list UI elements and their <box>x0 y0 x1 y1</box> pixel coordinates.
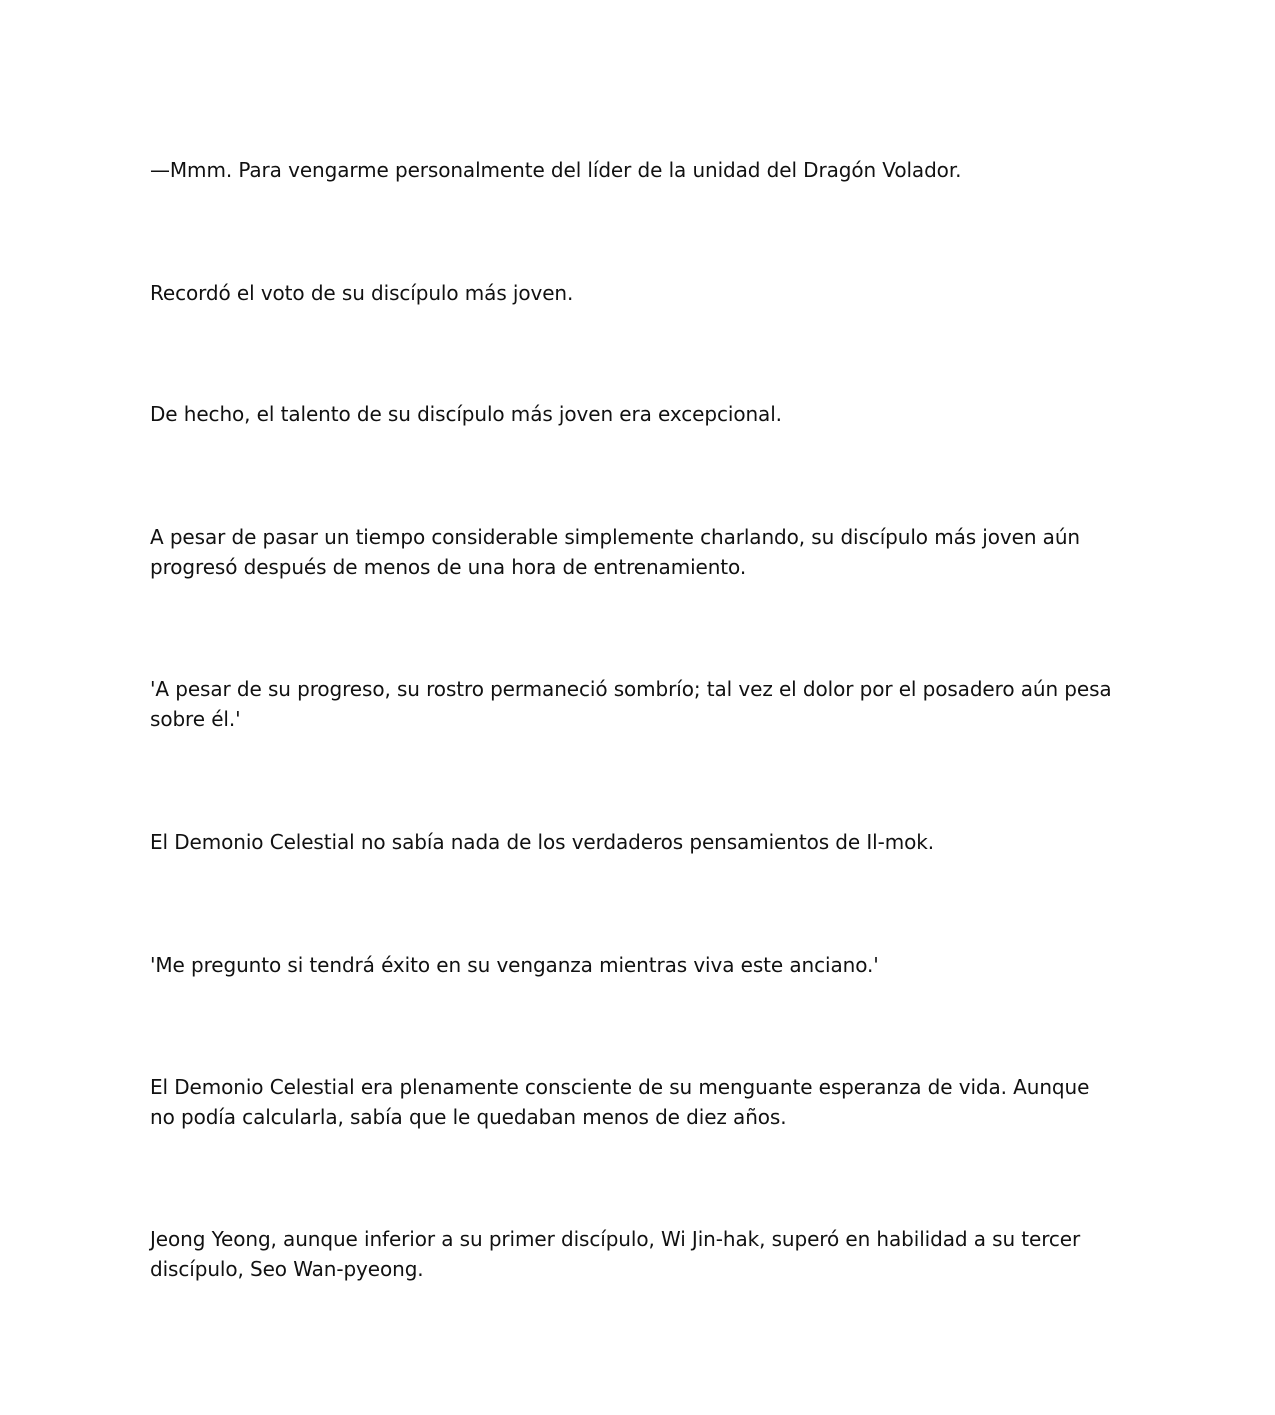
paragraph-5: 'A pesar de su progreso, su rostro permaneció sombrío; tal vez el dolor por el posadero aún pesa sobre él.' <box>150 677 1112 731</box>
paragraph-6: El Demonio Celestial no sabía nada de los verdaderos pensamientos de Il-mok. <box>150 830 934 854</box>
paragraph-7: 'Me pregunto si tendrá éxito en su venganza mientras viva este anciano.' <box>150 953 879 977</box>
paragraph-1: —Mmm. Para vengarme personalmente del líder de la unidad del Dragón Volador. <box>150 158 962 182</box>
paragraph-8: El Demonio Celestial era plenamente consciente de su menguante esperanza de vida. Aunque no podía calcularla, sabía que le quedaban menos de diez años. <box>150 1075 1090 1129</box>
paragraph-2: Recordó el voto de su discípulo más joven. <box>150 281 574 305</box>
paragraph-9: Jeong Yeong, aunque inferior a su primer discípulo, Wi Jin-hak, superó en habilidad a su tercer discípulo, Seo Wan-pyeong. <box>150 1227 1081 1281</box>
paragraph-4: A pesar de pasar un tiempo considerable simplemente charlando, su discípulo más joven aún progresó después de menos de una hora de entrenamiento. <box>150 525 1080 579</box>
paragraph-3: De hecho, el talento de su discípulo más joven era excepcional. <box>150 402 782 426</box>
